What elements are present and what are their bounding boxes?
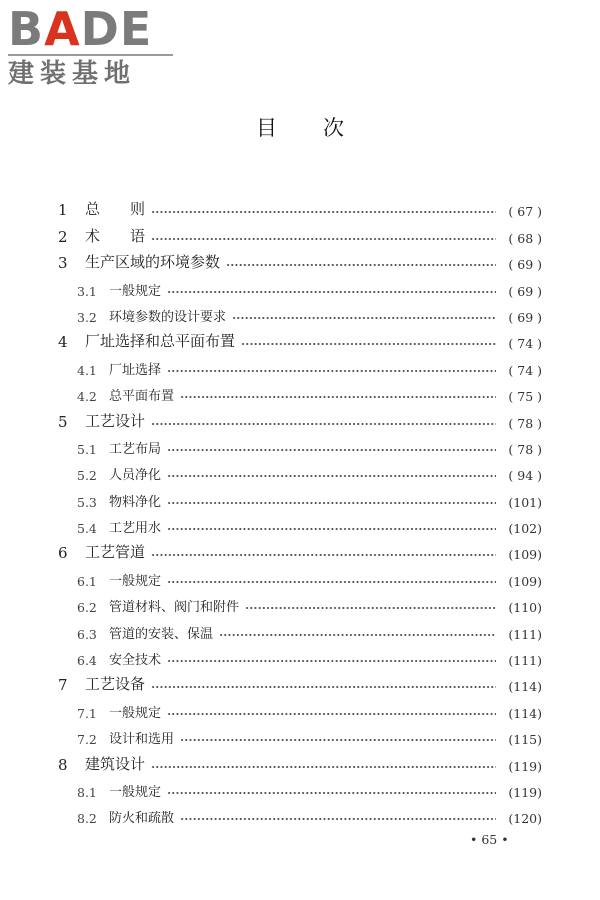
toc-entry[interactable] <box>58 642 542 668</box>
logo-letter-b: B <box>8 2 45 56</box>
toc-entry-title: 工艺用水 <box>109 521 162 537</box>
toc-entry-number: 4.1 <box>77 362 97 378</box>
toc-entry-title: 厂址选择和总平面布置 <box>85 332 236 351</box>
toc-entry-number: 5.2 <box>77 468 97 484</box>
toc-entry-page: (115) <box>508 732 542 748</box>
toc-dot-leader <box>167 659 496 663</box>
toc-entry[interactable] <box>58 351 542 377</box>
toc-entry-title: 管道的安装、保温 <box>109 626 214 642</box>
toc-entry[interactable] <box>58 536 542 562</box>
toc-dot-leader <box>167 791 496 795</box>
toc-entry-page: ( 78 ) <box>508 415 542 431</box>
toc-entry-title: 一般规定 <box>109 784 162 800</box>
toc-entry-number: 8.1 <box>77 784 97 800</box>
toc-entry-number: 2 <box>58 227 68 246</box>
toc-dot-leader <box>180 738 496 742</box>
toc-entry-page: (120) <box>508 811 542 827</box>
toc-entry-title: 工艺设备 <box>85 675 146 694</box>
toc-entry-title: 一般规定 <box>109 705 162 721</box>
toc-dot-leader <box>151 210 496 214</box>
toc-dot-leader <box>232 316 496 320</box>
toc-entry-number: 4 <box>58 333 68 352</box>
toc-entry[interactable] <box>58 589 542 615</box>
toc-entry[interactable] <box>58 483 542 509</box>
toc-dot-leader <box>167 290 496 294</box>
toc-dot-leader <box>167 474 496 478</box>
toc-entry-number: 3 <box>58 254 68 273</box>
page-number: • 65 • <box>470 832 509 847</box>
toc-entry-title: 一般规定 <box>109 573 162 589</box>
toc-entry-number: 8 <box>58 755 68 774</box>
toc-entry-page: ( 74 ) <box>508 336 542 352</box>
toc-entry-page: (114) <box>508 705 542 721</box>
toc-entry-page: (111) <box>508 626 542 642</box>
toc-dot-leader <box>219 633 496 637</box>
toc-entry[interactable] <box>58 404 542 430</box>
toc-entry-number: 7.2 <box>77 732 97 748</box>
toc-entry[interactable] <box>58 378 542 404</box>
toc-entry-page: ( 75 ) <box>508 389 542 405</box>
toc-dot-leader <box>151 765 496 769</box>
toc-entry-title: 工艺设计 <box>85 411 146 430</box>
toc-entry[interactable] <box>58 562 542 588</box>
toc-entry-page: (102) <box>508 521 542 537</box>
toc-entry-page: (109) <box>508 573 542 589</box>
toc-dot-leader <box>180 395 496 399</box>
toc-dot-leader <box>167 712 496 716</box>
logo-wordmark <box>8 2 178 56</box>
toc-entry-number: 7 <box>58 676 68 695</box>
toc-entry-page: (119) <box>508 758 542 774</box>
logo-letters-de: DE <box>80 2 153 56</box>
toc-entry-number: 6.2 <box>77 600 97 616</box>
toc-entry-title: 人员净化 <box>109 468 162 484</box>
toc-entry-page: ( 69 ) <box>508 257 542 273</box>
toc-entry-page: ( 74 ) <box>508 362 542 378</box>
toc-entry[interactable] <box>58 272 542 298</box>
toc-entry-title: 一般规定 <box>109 283 162 299</box>
page-title-char-2: 次 <box>323 116 344 140</box>
toc-entry-title: 总 则 <box>85 200 146 219</box>
toc-dot-leader <box>226 263 496 267</box>
toc-entry-number: 1 <box>58 201 68 220</box>
toc-entry[interactable] <box>58 246 542 272</box>
toc-entry-title: 物料净化 <box>109 494 162 510</box>
toc-entry[interactable] <box>58 457 542 483</box>
toc-dot-leader <box>241 342 496 346</box>
toc-entry-page: (114) <box>508 679 542 695</box>
toc-entry-title: 管道材料、阀门和附件 <box>109 600 240 616</box>
toc-entry-title: 工艺布局 <box>109 441 162 457</box>
toc-entry-page: ( 94 ) <box>508 468 542 484</box>
toc-entry[interactable] <box>58 615 542 641</box>
toc-entry[interactable] <box>58 325 542 351</box>
toc-entry-number: 5 <box>58 412 68 431</box>
toc-entry-page: ( 68 ) <box>508 230 542 246</box>
logo-letter-a: A <box>44 2 81 56</box>
toc-entry-title: 建筑设计 <box>85 754 146 773</box>
toc-entry-title: 术 语 <box>85 226 146 245</box>
toc-entry-number: 4.2 <box>77 389 97 405</box>
toc-entry-title: 生产区域的环境参数 <box>85 253 221 272</box>
toc-dot-leader <box>167 527 496 531</box>
toc-entry[interactable] <box>58 747 542 773</box>
toc-entry-title: 设计和选用 <box>109 732 175 748</box>
toc-dot-leader <box>180 817 496 821</box>
page-title <box>0 112 600 142</box>
brand-logo <box>8 2 178 89</box>
toc-entry-number: 6.3 <box>77 626 97 642</box>
toc-entry-number: 3.1 <box>77 283 97 299</box>
toc-entry-number: 5.1 <box>77 441 97 457</box>
page-title-char-1: 目 <box>256 116 277 140</box>
toc-dot-leader <box>167 448 496 452</box>
toc-entry-number: 7.1 <box>77 705 97 721</box>
table-of-contents <box>58 193 542 826</box>
toc-entry-title: 安全技术 <box>109 653 162 669</box>
toc-entry-number: 6 <box>58 544 68 563</box>
toc-entry[interactable] <box>58 774 542 800</box>
toc-entry-title: 总平面布置 <box>109 389 175 405</box>
toc-dot-leader <box>151 685 496 689</box>
toc-entry-page: (119) <box>508 784 542 800</box>
toc-entry-title: 环境参数的设计要求 <box>109 309 227 325</box>
toc-dot-leader <box>167 501 496 505</box>
toc-entry-number: 3.2 <box>77 309 97 325</box>
toc-entry-page: (111) <box>508 653 542 669</box>
toc-entry-number: 6.1 <box>77 573 97 589</box>
toc-entry[interactable] <box>58 510 542 536</box>
toc-entry[interactable] <box>58 193 542 219</box>
toc-dot-leader <box>167 580 496 584</box>
toc-entry[interactable] <box>58 721 542 747</box>
toc-entry[interactable] <box>58 219 542 245</box>
toc-entry-number: 5.3 <box>77 494 97 510</box>
toc-entry[interactable] <box>58 299 542 325</box>
toc-entry-title: 防火和疏散 <box>109 811 175 827</box>
toc-entry[interactable] <box>58 668 542 694</box>
toc-dot-leader <box>151 553 496 557</box>
toc-entry-number: 6.4 <box>77 653 97 669</box>
logo-subtitle: 建装基地 <box>8 59 137 89</box>
toc-dot-leader <box>167 369 496 373</box>
toc-entry-title: 厂址选择 <box>109 362 162 378</box>
toc-entry[interactable] <box>58 800 542 826</box>
toc-entry-page: ( 69 ) <box>508 309 542 325</box>
toc-entry-page: ( 78 ) <box>508 441 542 457</box>
toc-entry-number: 5.4 <box>77 521 97 537</box>
toc-entry-page: ( 67 ) <box>508 204 542 220</box>
toc-entry-page: (110) <box>508 600 542 616</box>
toc-dot-leader <box>245 606 496 610</box>
toc-entry[interactable] <box>58 694 542 720</box>
toc-dot-leader <box>151 422 496 426</box>
toc-entry-page: (101) <box>508 494 542 510</box>
toc-entry-title: 工艺管道 <box>85 543 146 562</box>
toc-entry[interactable] <box>58 431 542 457</box>
toc-entry-page: (109) <box>508 547 542 563</box>
toc-dot-leader <box>151 237 496 241</box>
toc-entry-number: 8.2 <box>77 811 97 827</box>
toc-entry-page: ( 69 ) <box>508 283 542 299</box>
